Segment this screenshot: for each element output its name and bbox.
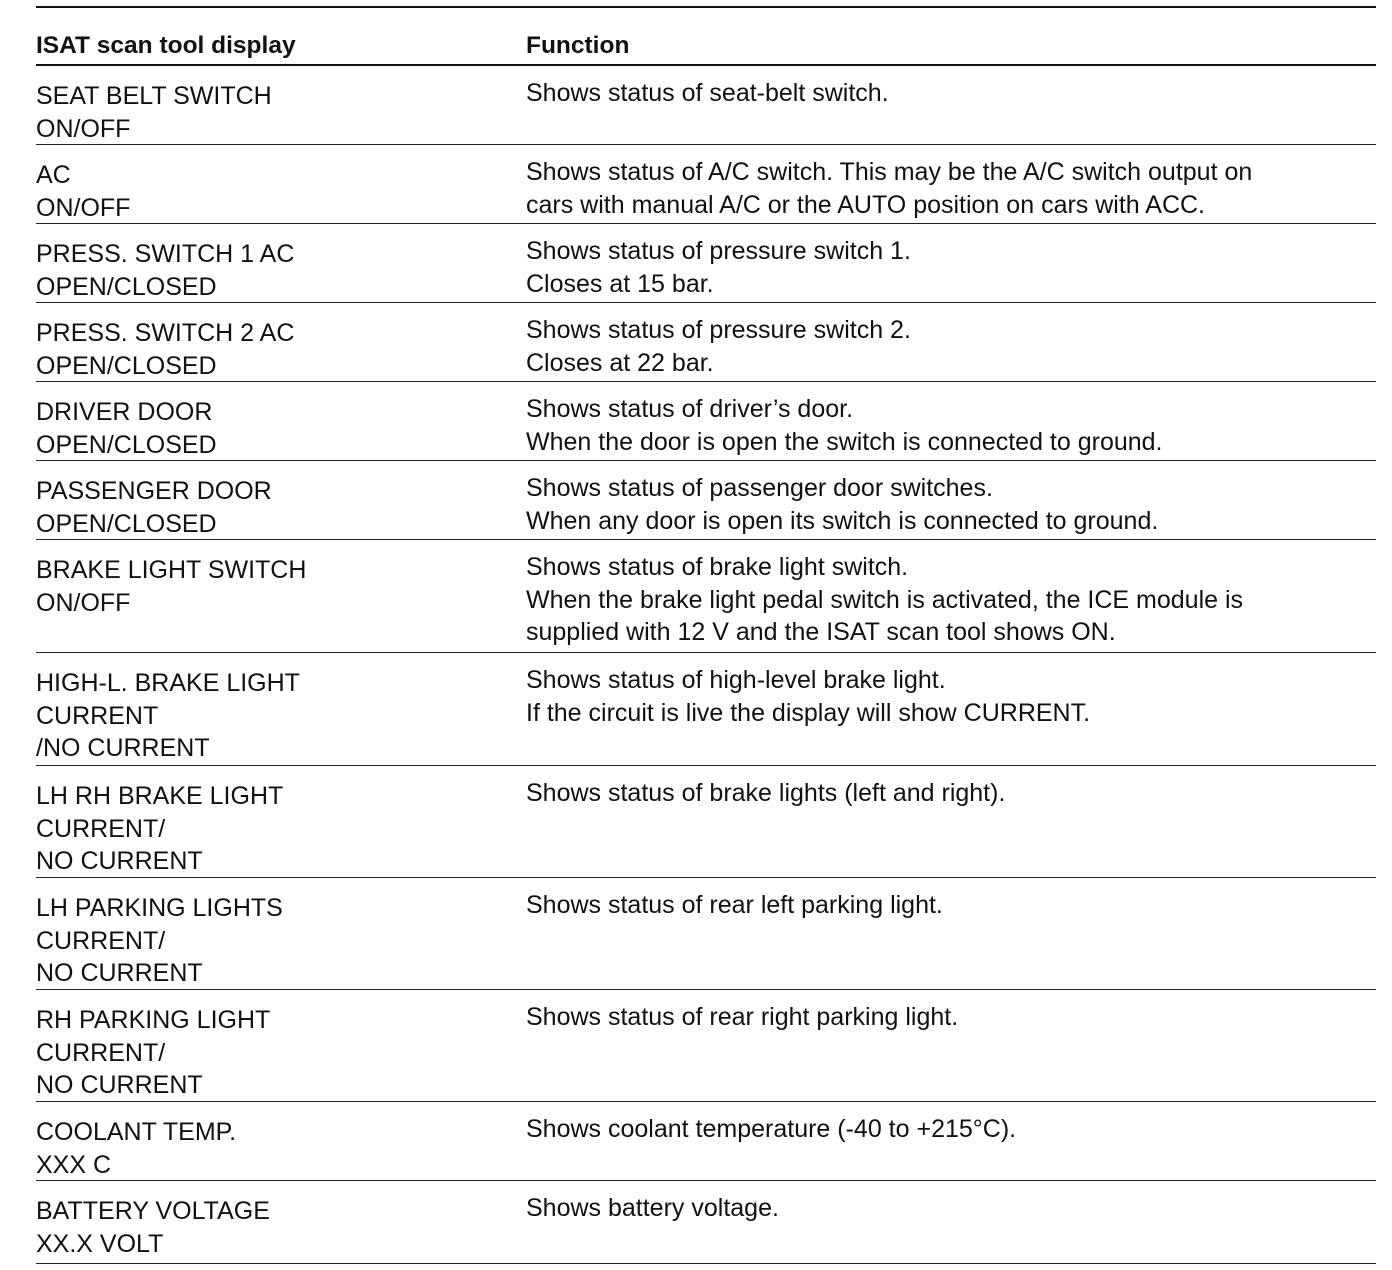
function-cell: Shows status of passenger door switches. When any door is open its switch is connected to ground. [526, 474, 1159, 535]
function-cell: Shows status of A/C switch. This may be the A/C switch output on cars with manual A/C or the AUTO position on cars with ACC. [526, 158, 1253, 219]
display-cell: AC ON/OFF [36, 161, 131, 222]
table-row [36, 766, 1376, 878]
scan-tool-table [36, 8, 1376, 1264]
display-cell: COOLANT TEMP. XXX C [36, 1118, 237, 1179]
header-display: ISAT scan tool display [36, 32, 296, 59]
table-row [36, 990, 1376, 1102]
display-cell: PRESS. SWITCH 1 AC OPEN/CLOSED [36, 240, 295, 301]
table-row [36, 878, 1376, 990]
function-cell: Shows status of brake lights (left and right). [526, 779, 1006, 807]
table-row [36, 382, 1376, 461]
header-function: Function [526, 32, 630, 59]
function-cell: Shows battery voltage. [526, 1194, 779, 1222]
display-cell: RH PARKING LIGHT CURRENT/ NO CURRENT [36, 1006, 271, 1099]
display-cell: HIGH-L. BRAKE LIGHT CURRENT /NO CURRENT [36, 669, 300, 762]
table-row [36, 1102, 1376, 1181]
display-cell: LH RH BRAKE LIGHT CURRENT/ NO CURRENT [36, 782, 284, 875]
function-cell: Shows status of rear right parking light. [526, 1003, 959, 1031]
table-row [36, 303, 1376, 382]
table-row [36, 540, 1376, 653]
table-row [36, 1181, 1376, 1264]
table-row [36, 66, 1376, 145]
display-cell: BRAKE LIGHT SWITCH ON/OFF [36, 556, 307, 617]
display-cell: PRESS. SWITCH 2 AC OPEN/CLOSED [36, 319, 295, 380]
function-cell: Shows status of rear left parking light. [526, 891, 943, 919]
function-cell: Shows status of pressure switch 1. Closes at 15 bar. [526, 237, 911, 298]
table-row [36, 145, 1376, 224]
table-header-row [36, 8, 1376, 66]
function-cell: Shows status of brake light switch. When the brake light pedal switch is activated, the ICE module is supplied with 12 V and the ISAT scan tool shows ON. [526, 553, 1244, 646]
function-cell: Shows coolant temperature (-40 to +215°C). [526, 1115, 1017, 1143]
display-cell: BATTERY VOLTAGE XX.X VOLT [36, 1197, 270, 1258]
display-cell: PASSENGER DOOR OPEN/CLOSED [36, 477, 272, 538]
function-cell: Shows status of seat-belt switch. [526, 79, 889, 107]
table-row [36, 224, 1376, 303]
function-cell: Shows status of driver’s door. When the door is open the switch is connected to ground. [526, 395, 1163, 456]
function-cell: Shows status of pressure switch 2. Closes at 22 bar. [526, 316, 911, 377]
display-cell: SEAT BELT SWITCH ON/OFF [36, 82, 272, 143]
document-page [36, 6, 1376, 1264]
table-row [36, 461, 1376, 540]
display-cell: LH PARKING LIGHTS CURRENT/ NO CURRENT [36, 894, 283, 987]
display-cell: DRIVER DOOR OPEN/CLOSED [36, 398, 217, 459]
function-cell: Shows status of high-level brake light. If the circuit is live the display will show CURRENT. [526, 666, 1091, 727]
table-row [36, 653, 1376, 766]
